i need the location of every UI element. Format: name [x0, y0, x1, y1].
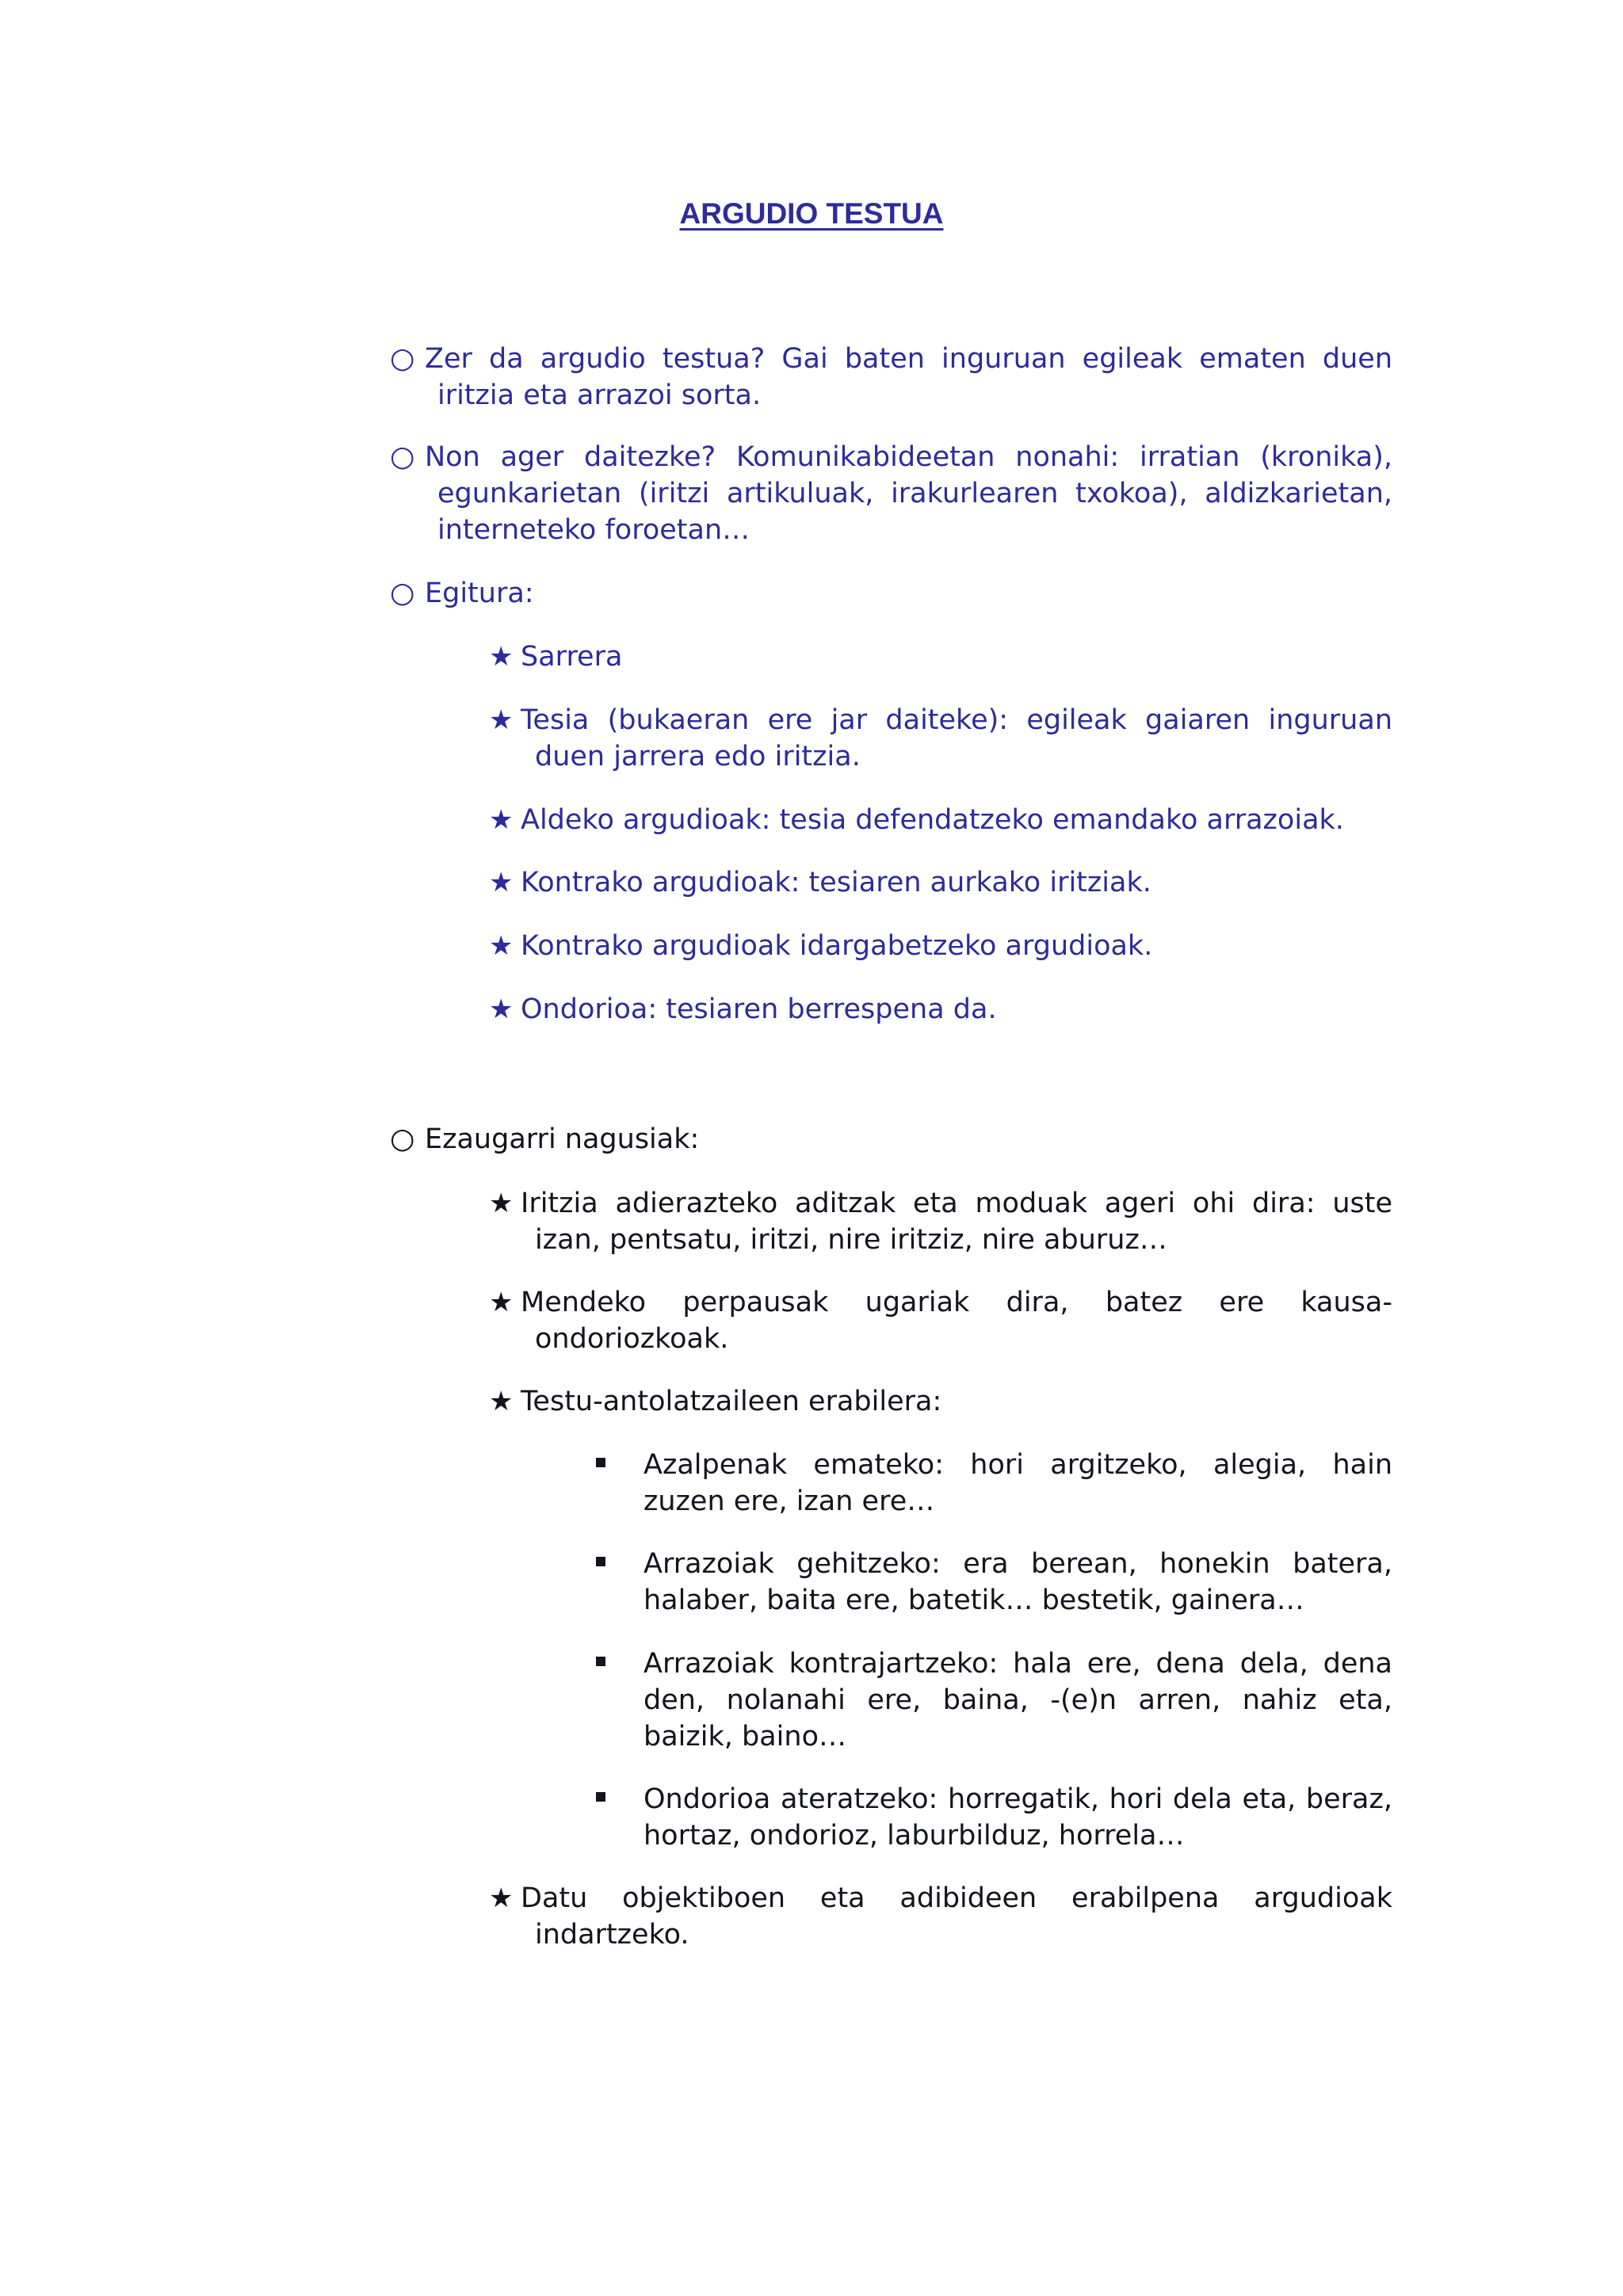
structure-item-text: Sarrera: [521, 641, 623, 673]
structure-item: [489, 639, 1392, 675]
connector-item: [596, 1781, 1392, 1854]
list-item-features: [390, 1121, 1392, 1158]
star-bullet-icon: ★: [489, 1188, 514, 1219]
star-bullet-icon: ★: [489, 930, 514, 962]
feature-item-text: Mendeko perpausak ugariak dira, batez ere kausa-ondoriozkoak.: [521, 1287, 1392, 1355]
connector-item: [596, 1646, 1392, 1755]
structure-item: [489, 991, 1392, 1028]
circle-bullet-icon: ○: [390, 342, 415, 375]
connector-item: [596, 1447, 1392, 1520]
feature-item-text: Datu objektiboen eta adibideen erabilpena argudioak indartzeko.: [521, 1882, 1392, 1951]
structure-item: [489, 928, 1392, 964]
circle-bullet-icon: ○: [390, 577, 415, 609]
definition-text: Zer da argudio testua? Gai baten inguruan egileak ematen duen iritzia eta arrazoi sorta.: [425, 343, 1392, 411]
square-bullet-icon: [596, 1792, 605, 1802]
feature-item: [489, 1383, 1392, 1420]
list-item-definition: [390, 341, 1392, 414]
circle-bullet-icon: ○: [390, 1123, 415, 1155]
feature-item: [489, 1185, 1392, 1258]
page-title: ARGUDIO TESTUA: [679, 197, 944, 230]
star-bullet-icon: ★: [489, 867, 514, 898]
star-bullet-icon: ★: [489, 994, 514, 1025]
connector-item-text: Arrazoiak kontrajartzeko: hala ere, dena dela, dena den, nolanahi ere, baina, -(e)n arren, nahiz eta, baizik, baino…: [643, 1648, 1392, 1753]
square-bullet-icon: [596, 1458, 605, 1467]
features-heading: Ezaugarri nagusiak:: [425, 1123, 700, 1155]
structure-item-text: Kontrako argudioak idargabetzeko argudioak.: [521, 930, 1153, 962]
structure-item-text: Tesia (bukaeran ere jar daiteke): egileak gaiaren inguruan duen jarrera edo iritzia.: [521, 704, 1392, 772]
structure-item: [489, 864, 1392, 901]
structure-item-text: Aldeko argudioak: tesia defendatzeko emandako arrazoiak.: [521, 804, 1344, 836]
list-item-structure: [390, 575, 1392, 612]
star-bullet-icon: ★: [489, 1882, 514, 1914]
structure-item-text: Ondorioa: tesiaren berrespena da.: [521, 994, 997, 1025]
circle-bullet-icon: ○: [390, 441, 415, 473]
list-item-where: [390, 439, 1392, 548]
star-bullet-icon: ★: [489, 1287, 514, 1318]
structure-item: [489, 702, 1392, 775]
structure-item-text: Kontrako argudioak: tesiaren aurkako iritziak.: [521, 867, 1151, 898]
star-bullet-icon: ★: [489, 804, 514, 836]
connector-item-text: Azalpenak emateko: hori argitzeko, alegia, hain zuzen ere, izan ere…: [643, 1449, 1392, 1517]
connector-item: [596, 1546, 1392, 1619]
where-text: Non ager daitezke? Komunikabideetan nonahi: irratian (kronika), egunkarietan (iritzi artikuluak, irakurlearen txokoa), aldizkarietan, interneteko foroetan…: [425, 441, 1392, 546]
star-bullet-icon: ★: [489, 1386, 514, 1417]
square-bullet-icon: [596, 1557, 605, 1566]
star-bullet-icon: ★: [489, 641, 514, 673]
structure-heading: Egitura:: [425, 578, 534, 609]
feature-item-text: Testu-antolatzaileen erabilera:: [521, 1386, 942, 1417]
connector-item-text: Arrazoiak gehitzeko: era berean, honekin batera, halaber, baita ere, batetik… bestetik, gainera…: [643, 1548, 1392, 1616]
star-bullet-icon: ★: [489, 704, 514, 736]
square-bullet-icon: [596, 1657, 605, 1666]
feature-item: [489, 1880, 1392, 1953]
structure-item: [489, 802, 1392, 838]
feature-item: [489, 1284, 1392, 1357]
connector-item-text: Ondorioa ateratzeko: horregatik, hori dela eta, beraz, hortaz, ondorioz, laburbilduz, horrela…: [643, 1783, 1392, 1852]
feature-item-text: Iritzia adierazteko aditzak eta moduak ageri ohi dira: uste izan, pentsatu, iritzi, nire iritziz, nire aburuz…: [521, 1188, 1392, 1256]
